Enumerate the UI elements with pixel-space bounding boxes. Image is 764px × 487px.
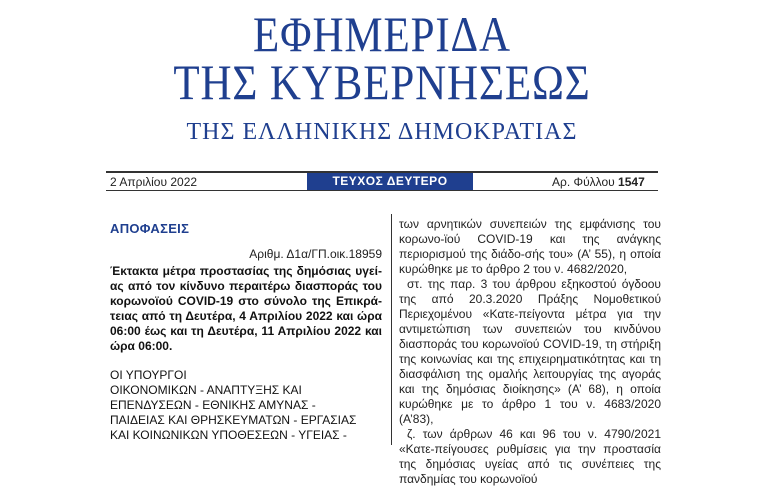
decision-reference: Αριθμ. Δ1α/ΓΠ.οικ.18959 [249,247,382,261]
issue-date: 2 Απριλίου 2022 [110,175,198,189]
sheet-number [552,174,645,190]
issue-bar-bottom-rule [106,190,658,191]
section-title: ΑΠΟΦΑΣΕΙΣ [110,221,190,236]
body-paragraph: ζ. των άρθρων 46 και 96 του ν. 4790/2021 «Κατε-πείγουσες ρυθμίσεις για την προστασία της δημόσιας υγείας από τις συνέπειες της πανδημίας του κορωνοϊού [399,427,661,486]
ministers-line: ΚΑΙ ΚΟΙΝΩΝΙΚΩΝ ΥΠΟΘΕΣΕΩΝ - ΥΓΕΙΑΣ - [110,428,347,442]
left-column [110,220,382,443]
ministers-line: ΟΙΚΟΝΟΜΙΚΩΝ - ΑΝΑΠΤΥΞΗΣ ΚΑΙ [110,383,302,397]
masthead-subtitle: ΤΗΣ ΚΥΒΕΡΝΗΣΕΩΣ [173,54,591,110]
sheet-number-label: Αρ. Φύλλου [552,175,615,189]
masthead-title: ΕΦΗΜΕΡΙΔΑ [253,6,511,62]
issue-series-badge: ΤΕΥΧΟΣ ΔΕΥΤΕΡΟ [307,173,473,190]
ministers-block [110,368,382,443]
ministers-line: ΠΑΙΔΕΙΑΣ ΚΑΙ ΘΡΗΣΚΕΥΜΑΤΩΝ - ΕΡΓΑΣΙΑΣ [110,413,357,427]
body-paragraph: των αρνητικών συνεπειών της εμφάνισης του κορωνο-ϊού COVID-19 και της ανάγκης περιορισμού της διάδο-σής του» (Α’ 55), η οποία κυρώθηκε με το άρθρο 2 του ν. 4682/2020, [399,217,661,276]
masthead-republic: ΤΗΣ ΕΛΛΗΝΙΚΗΣ ΔΗΜΟΚΡΑΤΙΑΣ [186,119,578,145]
ministers-line: ΟΙ ΥΠΟΥΡΓΟΙ [110,368,187,382]
sheet-number-value: 1547 [618,175,645,189]
column-divider [391,214,392,445]
decision-title: Έκτακτα μέτρα προστασίας της δημόσιας υγεί-ας από τον κίνδυνο περαιτέρω διασποράς του κορωνοϊού COVID-19 στο σύνολο της Επικρά-τειας από τη Δευτέρα, 4 Απριλίου 2022 και ώρα 06:00 έως και τη Δευτέρα, 11 Απριλίου 2022 και ώρα 06:00. [110,264,382,353]
right-column [399,217,661,487]
body-paragraph: στ. της παρ. 3 του άρθρου εξηκοστού όγδοου της από 20.3.2020 Πράξης Νομοθετικού Περιεχομένου «Κατε-πείγοντα μέτρα για την αντιμετώπιση των συνεπειών του κινδύνου διασποράς του κορωνοϊού COVID-19, τη στήριξη της κοινωνίας και της επιχειρηματικότητας και τη διασφάλιση της ομαλής λειτουργίας της αγοράς και της δημόσιας διοίκησης» (Α’ 68), η οποία κυρώθηκε με το άρθρο 1 του ν. 4683/2020 (Α’83), [399,277,661,426]
ministers-line: ΕΠΕΝΔΥΣΕΩΝ - ΕΘΝΙΚΗΣ ΑΜΥΝΑΣ - [110,398,316,412]
